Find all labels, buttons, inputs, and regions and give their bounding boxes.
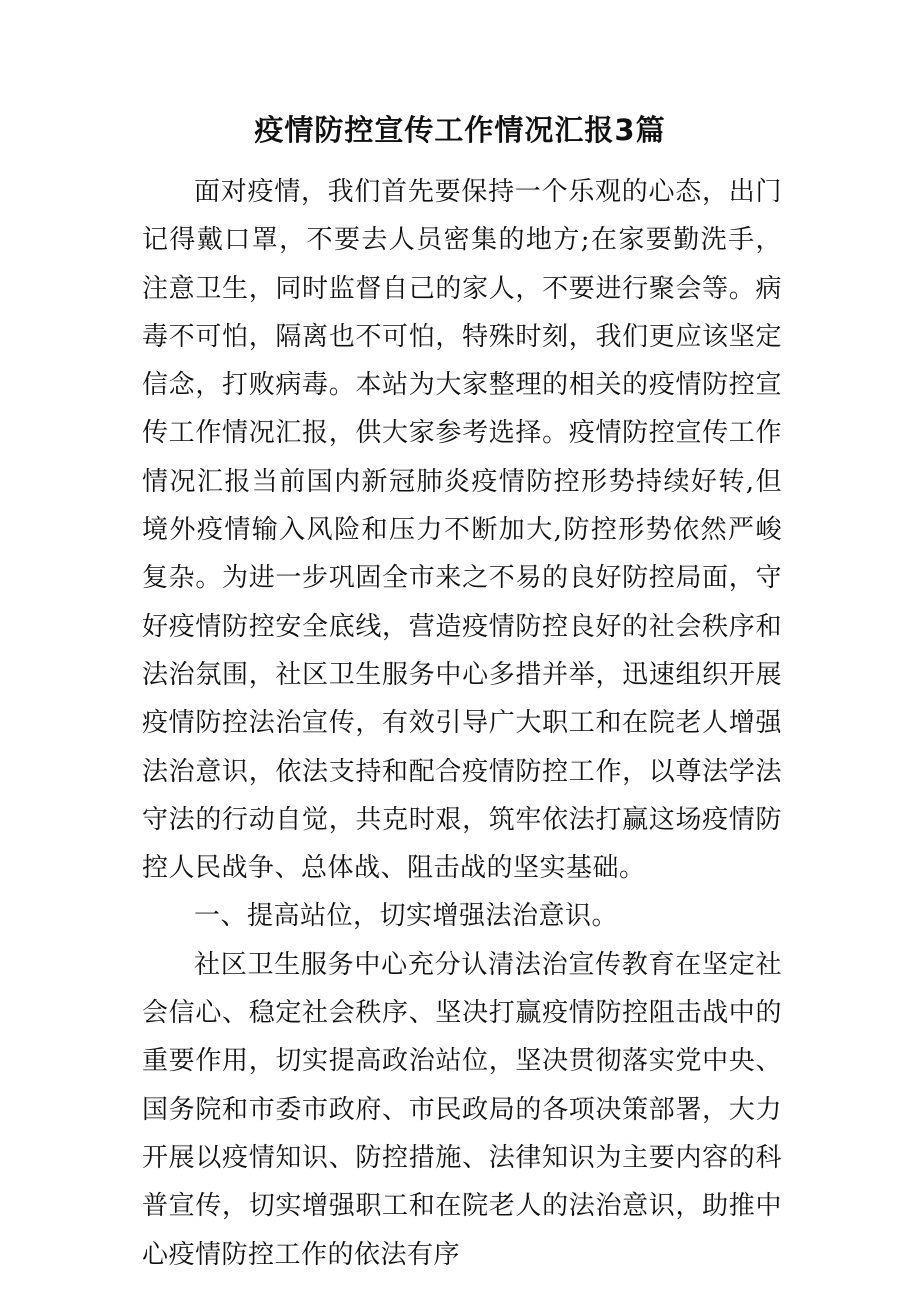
document-body [142,168,782,1279]
paragraph-intro: 面对疫情，我们首先要保持一个乐观的心态，出门记得戴口罩，不要去人员密集的地方;在家要勤洗手，注意卫生，同时监督自己的家人，不要进行聚会等。病毒不可怕，隔离也不可怕，特殊时刻，我们更应该坚定信念，打败病毒。本站为大家整理的相关的疫情防控宣传工作情况汇报，供大家参考选择。疫情防控宣传工作情况汇报当前国内新冠肺炎疫情防控形势持续好转,但境外疫情输入风险和压力不断加大,防控形势依然严峻复杂。为进一步巩固全市来之不易的良好防控局面，守好疫情防控安全底线，营造疫情防控良好的社会秩序和法治氛围，社区卫生服务中心多措并举，迅速组织开展疫情防控法治宣传，有效引导广大职工和在院老人增强法治意识，依法支持和配合疫情防控工作，以尊法学法守法的行动自觉，共克时艰，筑牢依法打赢这场疫情防控人民战争、总体战、阻击战的坚实基础。 [142,177,782,884]
paragraph-section-heading: 一、提高站位，切实增强法治意识。 [194,901,619,932]
document-title: 疫情防控宣传工作情况汇报3篇 [254,113,666,147]
paragraph-section-body: 社区卫生服务中心充分认清法治宣传教育在坚定社会信心、稳定社会秩序、坚决打赢疫情防控阻击战中的重要作用，切实提高政治站位，坚决贯彻落实党中央、国务院和市委市政府、市民政局的各项决策部署，大力开展以疫情知识、防控措施、法律知识为主要内容的科普宣传，切实增强职工和在院老人的法治意识，助推中心疫情防控工作的依法有序 [142,949,782,1270]
